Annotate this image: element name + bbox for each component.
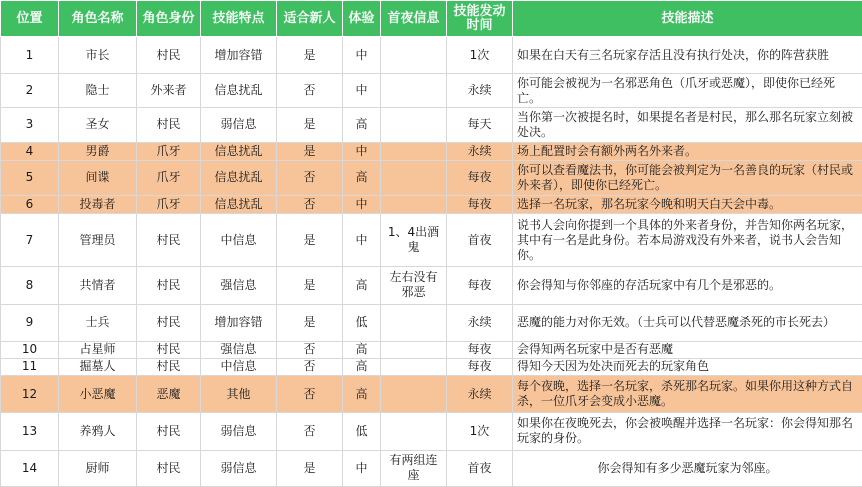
col-header-newbie-friendly: 适合新人 xyxy=(277,1,343,37)
first-night-info-cell xyxy=(381,413,447,450)
first-night-info-cell xyxy=(381,142,447,160)
experience-cell: 低 xyxy=(343,413,381,450)
role-identity-cell: 村民 xyxy=(137,304,201,341)
skill-description-cell: 每个夜晚，选择一名玩家，杀死那名玩家。如果你用这种方式自杀，一位爪牙会变成小恶魔。 xyxy=(513,376,862,413)
first-night-info-cell xyxy=(381,74,447,108)
table-row xyxy=(1,267,862,304)
position-cell: 14 xyxy=(1,450,59,486)
role-name-cell: 小恶魔 xyxy=(59,376,137,413)
role-name-cell: 管理员 xyxy=(59,213,137,266)
experience-cell: 中 xyxy=(343,74,381,108)
col-header-skill-timing: 技能发动时间 xyxy=(447,1,513,37)
table-row xyxy=(1,358,862,375)
skill-feature-cell: 信息扰乱 xyxy=(201,142,277,160)
skill-feature-cell: 弱信息 xyxy=(201,413,277,450)
skill-timing-cell: 1次 xyxy=(447,413,513,450)
newbie-friendly-cell: 否 xyxy=(277,195,343,213)
skill-description-cell: 你会得知与你邻座的存活玩家中有几个是邪恶的。 xyxy=(513,267,862,304)
role-identity-cell: 爪牙 xyxy=(137,142,201,160)
newbie-friendly-cell: 是 xyxy=(277,304,343,341)
newbie-friendly-cell: 否 xyxy=(277,358,343,375)
role-identity-cell: 村民 xyxy=(137,37,201,74)
skill-description-cell: 会得知两名玩家中是否有恶魔 xyxy=(513,341,862,358)
experience-cell: 低 xyxy=(343,304,381,341)
skill-description-cell: 说书人会向你提到一个具体的外来者身份，并告知你两名玩家，其中有一名是此身份。若本局游戏没有外来者，说书人会告知你。 xyxy=(513,213,862,266)
table-row xyxy=(1,74,862,108)
role-identity-cell: 村民 xyxy=(137,450,201,486)
experience-cell: 高 xyxy=(343,267,381,304)
table-row xyxy=(1,160,862,195)
position-cell: 2 xyxy=(1,74,59,108)
experience-cell: 高 xyxy=(343,376,381,413)
role-identity-cell: 恶魔 xyxy=(137,376,201,413)
position-cell: 9 xyxy=(1,304,59,341)
role-identity-cell: 村民 xyxy=(137,413,201,450)
experience-cell: 中 xyxy=(343,213,381,266)
skill-description-cell: 如果你在夜晚死去，你会被唤醒并选择一名玩家：你会得知那名玩家的身份。 xyxy=(513,413,862,450)
experience-cell: 中 xyxy=(343,450,381,486)
position-cell: 13 xyxy=(1,413,59,450)
skill-feature-cell: 信息扰乱 xyxy=(201,195,277,213)
newbie-friendly-cell: 是 xyxy=(277,108,343,142)
role-name-cell: 厨师 xyxy=(59,450,137,486)
newbie-friendly-cell: 否 xyxy=(277,160,343,195)
skill-description-cell: 如果在白天有三名玩家存活且没有执行处决，你的阵营获胜 xyxy=(513,37,862,74)
table-row xyxy=(1,195,862,213)
skill-timing-cell: 每天 xyxy=(447,108,513,142)
first-night-info-cell: 左右没有邪恶 xyxy=(381,267,447,304)
skill-timing-cell: 首夜 xyxy=(447,213,513,266)
table-row xyxy=(1,142,862,160)
skill-timing-cell: 1次 xyxy=(447,37,513,74)
skill-timing-cell: 每夜 xyxy=(447,358,513,375)
role-identity-cell: 外来者 xyxy=(137,74,201,108)
newbie-friendly-cell: 否 xyxy=(277,376,343,413)
role-name-cell: 隐士 xyxy=(59,74,137,108)
position-cell: 7 xyxy=(1,213,59,266)
skill-feature-cell: 强信息 xyxy=(201,267,277,304)
experience-cell: 高 xyxy=(343,160,381,195)
role-name-cell: 市长 xyxy=(59,37,137,74)
newbie-friendly-cell: 是 xyxy=(277,213,343,266)
experience-cell: 中 xyxy=(343,195,381,213)
table-row xyxy=(1,413,862,450)
role-identity-cell: 爪牙 xyxy=(137,160,201,195)
col-header-position: 位置 xyxy=(1,1,59,37)
skill-feature-cell: 中信息 xyxy=(201,358,277,375)
skill-description-cell: 当你第一次被提名时，如果提名者是村民，那么那名玩家立刻被处决。 xyxy=(513,108,862,142)
first-night-info-cell xyxy=(381,304,447,341)
skill-timing-cell: 永续 xyxy=(447,376,513,413)
newbie-friendly-cell: 否 xyxy=(277,74,343,108)
experience-cell: 中 xyxy=(343,37,381,74)
table-row xyxy=(1,213,862,266)
col-header-skill-description: 技能描述 xyxy=(513,1,862,37)
col-header-skill-feature: 技能特点 xyxy=(201,1,277,37)
skill-feature-cell: 弱信息 xyxy=(201,450,277,486)
first-night-info-cell xyxy=(381,108,447,142)
skill-timing-cell: 首夜 xyxy=(447,450,513,486)
newbie-friendly-cell: 否 xyxy=(277,341,343,358)
skill-timing-cell: 每夜 xyxy=(447,160,513,195)
first-night-info-cell: 有两组连座 xyxy=(381,450,447,486)
col-header-role-identity: 角色身份 xyxy=(137,1,201,37)
role-identity-cell: 村民 xyxy=(137,341,201,358)
skill-description-cell: 你可能会被视为一名邪恶角色（爪牙或恶魔），即使你已经死亡。 xyxy=(513,74,862,108)
table-row xyxy=(1,37,862,74)
position-cell: 12 xyxy=(1,376,59,413)
role-identity-cell: 村民 xyxy=(137,358,201,375)
table-row xyxy=(1,304,862,341)
experience-cell: 高 xyxy=(343,358,381,375)
role-name-cell: 掘墓人 xyxy=(59,358,137,375)
position-cell: 4 xyxy=(1,142,59,160)
role-identity-cell: 村民 xyxy=(137,213,201,266)
skill-feature-cell: 增加容错 xyxy=(201,304,277,341)
experience-cell: 中 xyxy=(343,142,381,160)
position-cell: 11 xyxy=(1,358,59,375)
first-night-info-cell xyxy=(381,376,447,413)
role-name-cell: 养鸦人 xyxy=(59,413,137,450)
skill-feature-cell: 增加容错 xyxy=(201,37,277,74)
first-night-info-cell: 1、4出酒鬼 xyxy=(381,213,447,266)
position-cell: 6 xyxy=(1,195,59,213)
skill-timing-cell: 永续 xyxy=(447,142,513,160)
skill-feature-cell: 其他 xyxy=(201,376,277,413)
first-night-info-cell xyxy=(381,341,447,358)
newbie-friendly-cell: 是 xyxy=(277,37,343,74)
skill-feature-cell: 中信息 xyxy=(201,213,277,266)
skill-feature-cell: 强信息 xyxy=(201,341,277,358)
skill-timing-cell: 每夜 xyxy=(447,195,513,213)
role-identity-cell: 爪牙 xyxy=(137,195,201,213)
skill-description-cell: 场上配置时会有额外两名外来者。 xyxy=(513,142,862,160)
first-night-info-cell xyxy=(381,37,447,74)
skill-description-cell: 恶魔的能力对你无效。（士兵可以代替恶魔杀死的市长死去） xyxy=(513,304,862,341)
skill-description-cell: 得知今天因为处决而死去的玩家角色 xyxy=(513,358,862,375)
first-night-info-cell xyxy=(381,160,447,195)
role-name-cell: 占星师 xyxy=(59,341,137,358)
role-identity-cell: 村民 xyxy=(137,267,201,304)
first-night-info-cell xyxy=(381,358,447,375)
table-body xyxy=(1,37,862,487)
experience-cell: 高 xyxy=(343,108,381,142)
position-cell: 8 xyxy=(1,267,59,304)
newbie-friendly-cell: 是 xyxy=(277,450,343,486)
skill-feature-cell: 信息扰乱 xyxy=(201,74,277,108)
position-cell: 10 xyxy=(1,341,59,358)
header-row xyxy=(1,1,862,37)
skill-timing-cell: 永续 xyxy=(447,74,513,108)
experience-cell: 高 xyxy=(343,341,381,358)
col-header-first-night-info: 首夜信息 xyxy=(381,1,447,37)
role-identity-cell: 村民 xyxy=(137,108,201,142)
skill-timing-cell: 每夜 xyxy=(447,267,513,304)
skill-feature-cell: 信息扰乱 xyxy=(201,160,277,195)
col-header-experience: 体验 xyxy=(343,1,381,37)
skill-timing-cell: 每夜 xyxy=(447,341,513,358)
first-night-info-cell xyxy=(381,195,447,213)
role-name-cell: 间谍 xyxy=(59,160,137,195)
skill-feature-cell: 弱信息 xyxy=(201,108,277,142)
newbie-friendly-cell: 是 xyxy=(277,142,343,160)
skill-description-cell: 选择一名玩家，那名玩家今晚和明天白天会中毒。 xyxy=(513,195,862,213)
table-row xyxy=(1,376,862,413)
role-name-cell: 圣女 xyxy=(59,108,137,142)
skill-timing-cell: 永续 xyxy=(447,304,513,341)
col-header-role-name: 角色名称 xyxy=(59,1,137,37)
position-cell: 5 xyxy=(1,160,59,195)
role-name-cell: 士兵 xyxy=(59,304,137,341)
skill-description-cell: 你会得知有多少恶魔玩家为邻座。 xyxy=(513,450,862,486)
position-cell: 1 xyxy=(1,37,59,74)
position-cell: 3 xyxy=(1,108,59,142)
table-row xyxy=(1,450,862,486)
role-name-cell: 共情者 xyxy=(59,267,137,304)
role-name-cell: 男爵 xyxy=(59,142,137,160)
role-name-cell: 投毒者 xyxy=(59,195,137,213)
newbie-friendly-cell: 否 xyxy=(277,413,343,450)
table-row xyxy=(1,108,862,142)
skill-description-cell: 你可以查看魔法书，你可能会被判定为一名善良的玩家（村民或外来者），即使你已经死亡。 xyxy=(513,160,862,195)
table-row xyxy=(1,341,862,358)
newbie-friendly-cell: 是 xyxy=(277,267,343,304)
